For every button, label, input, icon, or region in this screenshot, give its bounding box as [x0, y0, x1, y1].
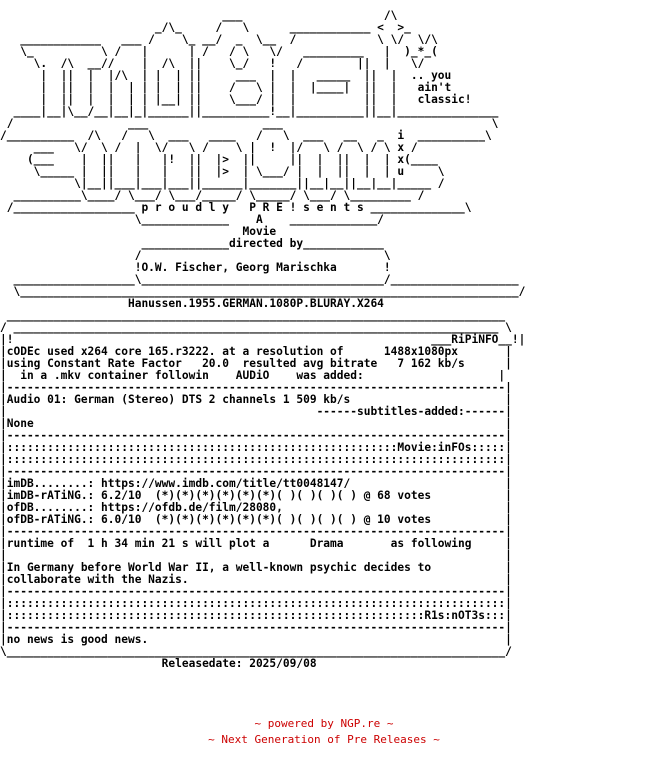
nfo-line: __________\____/ \___/ \___/_____/ \_____/ \___/ \_________ / — [0, 189, 425, 202]
nfo-line: |None | — [0, 417, 512, 430]
nfo-line: \_____________ A _____________/ — [0, 213, 384, 226]
nfo-line: _____________directed by____________ — [0, 237, 384, 250]
nfo-line: |Audio 01: German (Stereo) DTS 2 channels 1 509 kb/s | — [0, 393, 512, 406]
nfo-line: Hanussen.1955.GERMAN.1080P.BLURAY.X264 — [0, 297, 384, 310]
nfo-line: | | — [0, 549, 512, 562]
nfo-line: |! ___RiPiNFO__!| — [0, 333, 526, 346]
nfo-line: |ofDB........: https://ofdb.de/film/28080, | — [0, 501, 512, 514]
nfo-line: |imDB........: https://www.imdb.com/title/tt0048147/ | — [0, 477, 512, 490]
nfo-line: Movie — [0, 225, 277, 238]
nfo-line: |--------------------------------------------------------------------------| — [0, 621, 512, 634]
nfo-line: \__________________________________________________________________________/ — [0, 285, 526, 298]
nfo-line: \__________________________________________________________________________/ — [0, 645, 512, 658]
nfo-line: | in a .mkv container followin AUDiO was added: | — [0, 369, 506, 382]
nfo-line: /__________________ p r o u d l y P R E ! s e n t s ______________\ — [0, 201, 472, 214]
nfo-line: |--------------------------------------------------------------------------| — [0, 381, 512, 394]
nfo-line: |::::::::::::::::::::::::::::::::::::::::::::::::::::::::::::::R1s:nOT3s:::| — [0, 609, 512, 622]
nfo-document — [0, 10, 648, 710]
nfo-line: (___ | || | |! || |> || || | || | | x(____ — [0, 153, 438, 166]
nfo-line: ___ /\ — [0, 10, 398, 22]
tagline-text: ~ Next Generation of Pre Releases ~ — [208, 733, 440, 746]
nfo-line: |In Germany before World War II, a well-known psychic decides to | — [0, 561, 512, 574]
nfo-line: __________________________________________________________________________ — [0, 309, 506, 322]
powered-by-text: ~ powered by NGP.re ~ — [254, 717, 394, 730]
nfo-line: ___ \/ \ / | \/ \ / \ | ! |/ \ / \ / \ x / — [0, 141, 418, 154]
nfo-line: / ___ ___ \ — [0, 117, 499, 130]
nfo-line: / ________________________________________________________________________ \ — [0, 321, 512, 334]
nfo-line: \_____ | || | | || |> | \___/ | | || | | u \ — [0, 165, 445, 178]
nfo-line: ____________ ___ / \_ __/ _ \__ / \ \/ \/\ — [0, 33, 438, 46]
footer — [0, 716, 648, 748]
nfo-line: |no news is good news. | — [0, 633, 512, 646]
nfo-line: |--------------------------------------------------------------------------| — [0, 429, 512, 442]
nfo-line: |--------------------------------------------------------------------------| — [0, 585, 512, 598]
nfo-line: | || | |/\ | | | || ___ | | _____ || | .. you — [0, 69, 452, 82]
nfo-line: |imDB-rATiNG.: 6.2/10 (*)(*)(*)(*)(*)(*)( )( )( )( ) @ 68 votes | — [0, 489, 512, 502]
nfo-line: |::::::::::::::::::::::::::::::::::::::::::::::::::::::::::Movie:inFOs:::::| — [0, 441, 512, 454]
nfo-line: \_ \ / | | / / \ \/ _________ | )_*_( — [0, 45, 438, 58]
nfo-line: \. /\ __// | /\ || \_/ ! / || | \/ — [0, 57, 425, 70]
nfo-line: / \ — [0, 249, 391, 262]
nfo-line: | ------subtitles-added:------| — [0, 405, 512, 418]
nfo-line: |collaborate with the Nazis. | — [0, 573, 512, 586]
nfo-line: |runtime of 1 h 34 min 21 s will plot a Drama as following | — [0, 537, 512, 550]
nfo-line: /__________ /\ / \ ___ ____ / \ ___ __ _ i __________\ — [0, 129, 492, 142]
nfo-line: |using Constant Rate Factor 20.0 resulted avg bitrate 7 162 kb/s | — [0, 357, 512, 370]
nfo-line: |::::::::::::::::::::::::::::::::::::::::::::::::::::::::::::::::::::::::::| — [0, 597, 512, 610]
nfo-line: | || | | | | | | || / \ | | |____| || | ain't — [0, 81, 452, 94]
nfo-line: \|__||___|___|___||______|_______||__|__||__|__|_____ / — [0, 177, 445, 190]
nfo-line: |--------------------------------------------------------------------------| — [0, 465, 512, 478]
nfo-line: ____|__|\__/__|__|_|______||__________!__|__________||__|_______________ — [0, 105, 499, 118]
nfo-line: |cODEc used x264 core 165.r3222. at a resolution of 1488x1080px | — [0, 345, 512, 358]
nfo-line: __________________\____________________________________/___________________ — [0, 273, 519, 286]
nfo-line: Releasedate: 2025/09/08 — [0, 657, 317, 670]
nfo-line: |::::::::::::::::::::::::::::::::::::::::::::::::::::::::::::::::::::::::::| — [0, 453, 512, 466]
nfo-line: !O.W. Fischer, Georg Marischka ! — [0, 261, 391, 274]
nfo-line: |ofDB-rATiNG.: 6.0/10 (*)(*)(*)(*)(*)(*)( )( )( )( ) @ 10 votes | — [0, 513, 512, 526]
nfo-line: | || | | | | |__| || \___/ | | || | classic! — [0, 93, 472, 106]
nfo-line: |--------------------------------------------------------------------------| — [0, 525, 512, 538]
nfo-line: _/\_ / \ ____________ < >_ — [0, 21, 411, 34]
